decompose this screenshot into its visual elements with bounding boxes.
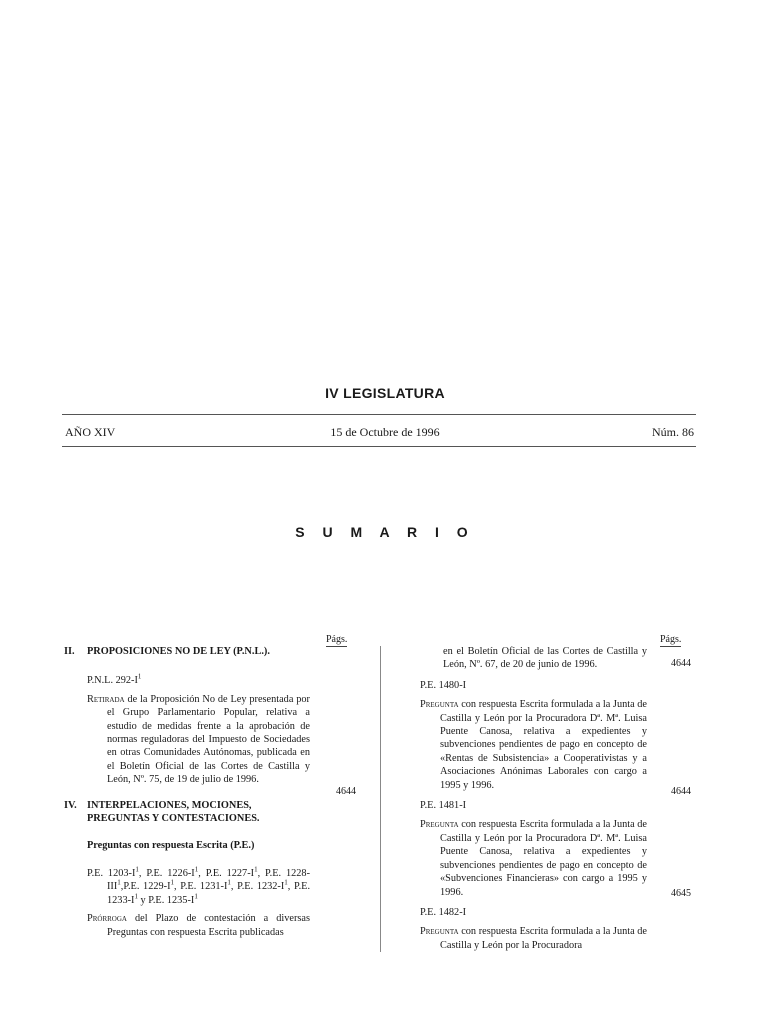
page-number: 4644 (336, 786, 356, 797)
section-number: IV. (64, 799, 77, 811)
section-title: PROPOSICIONES NO DE LEY (P.N.L.). (87, 646, 270, 657)
pe-list: P.E. $1203-I^1$, P.E. $1226-I^1$, P.E. $1227-I^1$, P.E. 1228-III$^1$,P.E. $1229-I^1$, P.E. $1231-I^1$, P.E. $1232-I^1$, P.E. $1233-I^1$ y P.E. $1235-I^1$ (87, 865, 311, 906)
header-rule-top (62, 414, 696, 415)
section-ii-heading (64, 645, 310, 658)
page-number: 4645 (671, 888, 691, 899)
left-column (64, 645, 310, 939)
pnl-reference: P.N.L. $292-I^1$ (87, 672, 142, 687)
section-title: INTERPELACIONES, MOCIONES, PREGUNTAS Y CONTESTACIONES. (87, 799, 260, 825)
retirada-entry: Retirada de la Proposición No de Ley presentada por el Grupo Parlamentario Popular, relativa a estudio de medidas frente a la aprobación de normas reguladoras del Impuesto de Sociedades en otras Comunidades Autónomas, publicada en el Boletín Oficial de las Cortes de Castilla y León, Nº. 75, de 19 de julio de 1996. (87, 693, 310, 786)
pe1480-reference: P.E. 1480-I (420, 679, 467, 691)
issue-date: 15 de Octubre de 1996 (330, 425, 440, 439)
page-number: 4644 (671, 786, 691, 797)
prorroga-entry: Prórroga del Plazo de contestación a diversas Preguntas con respuesta Escrita publicadas (87, 913, 310, 938)
page-number: 4644 (671, 658, 691, 669)
pe1481-entry: Pregunta con respuesta Escrita formulada a la Junta de Castilla y León por la Procuradora Dª. Mª. Luisa Puente Canosa, relativa a expedientes y subvenciones pendientes de pago en concepto de «Subvenciones Financieras» con cargo a 1995 y 1996. (420, 819, 647, 898)
legislatura-heading: IV LEGISLATURA (325, 385, 445, 401)
pe1482-reference: P.E. 1482-I (420, 906, 467, 918)
section-iv-heading (64, 799, 310, 826)
issue-number: Núm. 86 (652, 425, 694, 439)
pags-header-right: Págs. (660, 634, 682, 645)
pe1480-entry: Pregunta con respuesta Escrita formulada a la Junta de Castilla y León por la Procuradora Dª. Mª. Luisa Puente Canosa, relativa a expedientes y subvenciones pendientes de pago en concepto de «Rentas de Subsistencia» a Cooperativistas y a Asociaciones Anónimas Laborales con cargo a 1995 y 1996. (420, 699, 647, 791)
header-rule-bottom (62, 446, 696, 447)
year-label: AÑO XIV (65, 425, 116, 439)
subsection-heading: Preguntas con respuesta Escrita (P.E.) (87, 840, 255, 852)
continuation-entry: en el Boletín Oficial de las Cortes de Castilla y León, Nº. 67, de 20 de junio de 1996. (443, 646, 647, 671)
sumario-title: S U M A R I O (295, 524, 475, 540)
pe1482-entry: Pregunta con respuesta Escrita formulada a la Junta de Castilla y León por la Procuradora (420, 926, 647, 951)
column-divider (380, 646, 381, 952)
pags-header-left: Págs. (326, 634, 348, 645)
pe1481-reference: P.E. 1481-I (420, 800, 467, 812)
section-number: II. (64, 646, 75, 657)
right-column (420, 645, 647, 952)
